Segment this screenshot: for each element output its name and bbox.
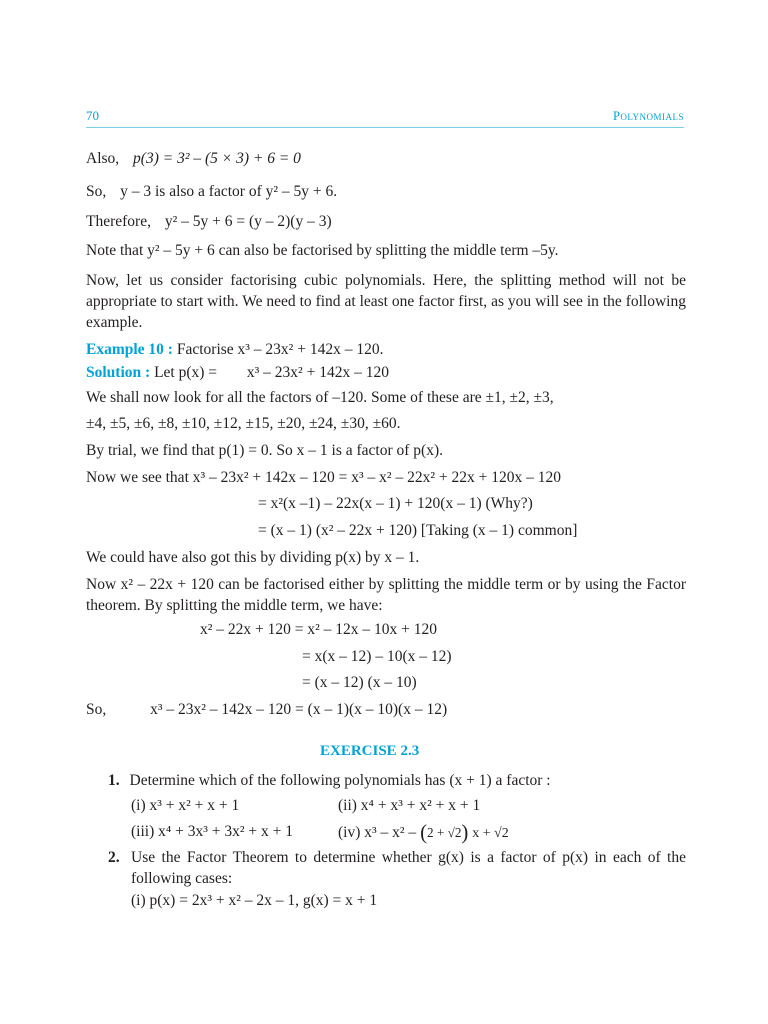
final-label: So, xyxy=(86,701,107,718)
q1-iv-paren-inner: 2 + √2 xyxy=(427,824,462,840)
trial-line: By trial, we find that p(1) = 0. So x – 1 is a factor of p(x). xyxy=(86,442,443,459)
dividing-line: We could have also got this by dividing p(x) by x – 1. xyxy=(86,549,420,566)
cubic-paragraph: Now, let us consider factorising cubic polynomials. Here, the splitting method will not be appropriate to start with. We need to find at least one factor first, as you will see in the following example. xyxy=(86,272,686,331)
factors-line-1: We shall now look for all the factors of –120. Some of these are ±1, ±2, ±3, xyxy=(86,389,554,406)
q2-option-i: (i) p(x) = 2x³ + x² – 2x – 1, g(x) = x + 1 xyxy=(131,892,378,909)
page-number: 70 xyxy=(86,108,99,123)
q1-option-i: (i) x³ + x² + x + 1 xyxy=(131,797,240,814)
q1-option-ii: (ii) x⁴ + x³ + x² + x + 1 xyxy=(338,797,481,814)
final-expr: x³ – 23x² – 142x – 120 = (x – 1)(x – 10)(x – 12) xyxy=(150,701,448,718)
q1-option-iii: (iii) x⁴ + 3x³ + 3x² + x + 1 xyxy=(131,823,294,840)
so-line xyxy=(86,183,337,202)
also-expr: p(3) = 3² – (5 × 3) + 6 = 0 xyxy=(133,150,301,167)
step-3-line: = (x – 1) (x² – 22x + 120) [Taking (x – 1) common] xyxy=(258,522,578,539)
therefore-expr: y² – 5y + 6 = (y – 2)(y – 3) xyxy=(164,213,332,230)
step-2-line: = x²(x –1) – 22x(x – 1) + 120(x – 1) (Why?) xyxy=(258,495,533,512)
example-text: Factorise x³ – 23x² + 142x – 120. xyxy=(176,341,384,358)
q1-iv-suffix: x + √2 xyxy=(472,825,509,841)
therefore-line xyxy=(86,213,332,232)
now-we-see-line: Now we see that x³ – 23x² + 142x – 120 = x³ – x² – 22x² + 22x + 120x – 120 xyxy=(86,469,561,486)
q1-line xyxy=(108,772,551,791)
example-label: Example 10 : xyxy=(86,341,173,358)
solution-expr: x³ – 23x² + 142x – 120 xyxy=(246,364,389,381)
solution-label: Solution : xyxy=(86,364,151,381)
quad-step-3: = (x – 12) (x – 10) xyxy=(302,674,417,691)
final-line xyxy=(86,701,447,720)
running-head: Polynomials xyxy=(612,109,684,123)
solution-line xyxy=(86,364,389,383)
quadratic-paragraph: Now x² – 22x + 120 can be factorised either by splitting the middle term or by using the Factor theorem. By splitting the middle term, we have: xyxy=(86,576,686,614)
factors-line-2: ±4, ±5, ±6, ±8, ±10, ±12, ±15, ±20, ±24, ±30, ±60. xyxy=(86,415,401,432)
quad-step-1: x² – 22x + 120 = x² – 12x – 10x + 120 xyxy=(200,621,438,638)
example-line xyxy=(86,341,383,360)
so-expr: y – 3 is also a factor of y² – 5y + 6. xyxy=(120,183,338,200)
right-paren: ) xyxy=(461,820,469,844)
q1-text: Determine which of the following polynomials has (x + 1) a factor : xyxy=(129,772,551,789)
q1-iv-prefix: (iv) x³ – x² – xyxy=(338,823,417,841)
exercise-title: EXERCISE 2.3 xyxy=(320,743,420,759)
q1-number: 1. xyxy=(108,772,120,789)
also-line xyxy=(86,150,301,169)
so-label: So, xyxy=(86,183,107,200)
also-label: Also, xyxy=(86,150,120,167)
q2-number-label: 2. xyxy=(108,849,120,866)
left-paren: ( xyxy=(420,820,428,844)
header-rule xyxy=(86,127,684,128)
q2-text: Use the Factor Theorem to determine whether g(x) is a factor of p(x) in each of the following cases: xyxy=(131,849,686,887)
q1-option-iv xyxy=(338,820,509,845)
therefore-label: Therefore, xyxy=(86,213,151,230)
note-line: Note that y² – 5y + 6 can also be factorised by splitting the middle term –5y. xyxy=(86,242,559,259)
solution-let: Let p(x) = xyxy=(154,364,218,381)
q2-number xyxy=(108,849,120,868)
quad-step-2: = x(x – 12) – 10(x – 12) xyxy=(302,648,452,665)
